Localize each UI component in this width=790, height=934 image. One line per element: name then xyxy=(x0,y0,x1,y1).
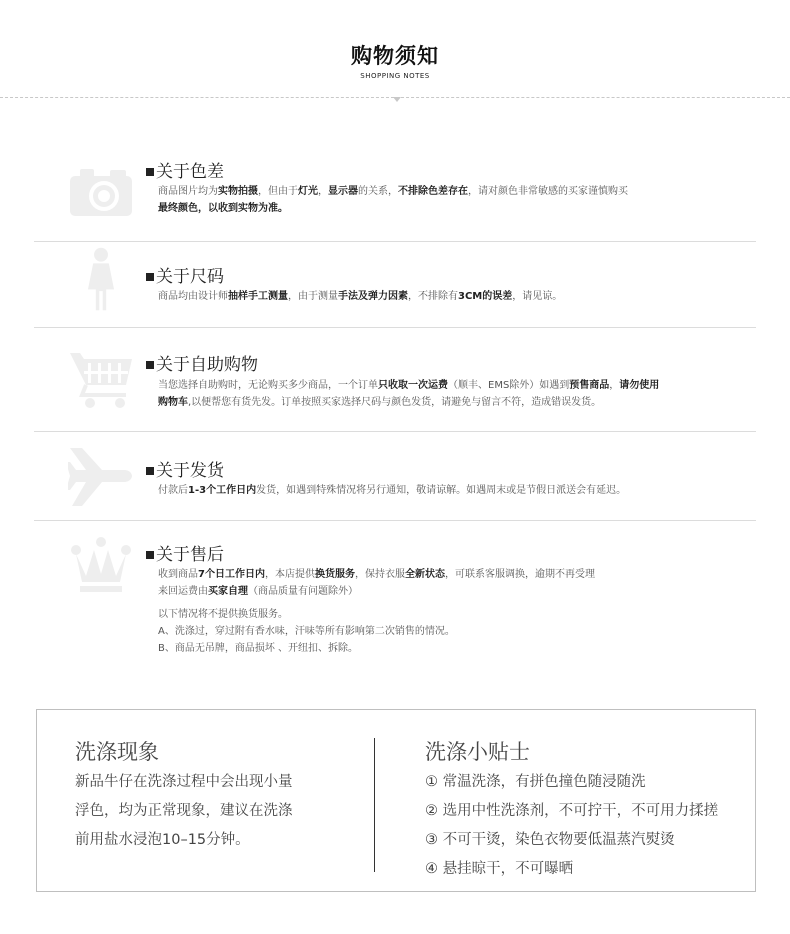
section-size xyxy=(34,250,756,325)
care-column-divider xyxy=(374,738,375,872)
body-text: ，不排除有 xyxy=(408,291,458,302)
page-title: 购物须知 xyxy=(351,44,439,68)
emphasis-text: 只收取一次运费 xyxy=(378,380,448,391)
section-heading: 关于发货 xyxy=(146,456,224,481)
section-after-sales xyxy=(34,530,756,660)
body-text: 付款后 xyxy=(158,485,188,496)
airplane-icon xyxy=(68,444,134,510)
emphasis-text: 预售商品 xyxy=(569,380,610,391)
body-text: 的关系， xyxy=(358,186,398,197)
body-line xyxy=(158,183,628,200)
body-text: ，但由于 xyxy=(258,186,298,197)
body-text: （顺丰、EMS除外）如遇到 xyxy=(448,380,570,391)
section-divider xyxy=(34,431,756,432)
section-divider xyxy=(34,520,756,521)
body-line xyxy=(158,482,626,499)
section-body xyxy=(158,566,595,657)
emphasis-text: 买家自理 xyxy=(208,586,248,597)
header-divider-arrow xyxy=(393,97,401,102)
shopping-cart-icon xyxy=(68,345,134,411)
emphasis-text: 最终颜色，以收到实物为准。 xyxy=(158,203,288,214)
care-line: ③ 不可干烫，染色衣物要低温蒸汽熨烫 xyxy=(425,832,675,848)
body-text: 来回运费由 xyxy=(158,586,208,597)
care-line: ④ 悬挂晾干，不可曝晒 xyxy=(425,861,574,877)
care-title: 洗涤现象 xyxy=(75,740,159,764)
body-text: ，请对颜色非常敏感的买家谨慎购买 xyxy=(468,186,628,197)
emphasis-text: 换货服务 xyxy=(314,569,355,580)
body-line xyxy=(158,394,659,411)
care-title: 洗涤小贴士 xyxy=(425,740,530,764)
section-heading: 关于售后 xyxy=(146,540,224,565)
emphasis-text: 抽样手工测量 xyxy=(228,291,288,302)
body-line xyxy=(158,583,595,600)
body-text: （商品质量有问题除外） xyxy=(248,586,358,597)
emphasis-text: 全新状态 xyxy=(404,569,445,580)
crown-icon xyxy=(68,536,134,602)
camera-icon xyxy=(68,160,134,226)
section-self-shopping xyxy=(34,335,756,430)
body-text: 商品均由设计师 xyxy=(158,291,228,302)
body-text: ，保持衣服 xyxy=(354,569,405,580)
body-line xyxy=(158,200,628,217)
body-text: ，本店提供 xyxy=(264,569,315,580)
body-text: ，由于测量 xyxy=(288,291,338,302)
care-line: 新品牛仔在洗涤过程中会出现小量 xyxy=(75,774,293,790)
body-text: 收到商品 xyxy=(158,569,198,580)
section-heading: 关于自助购物 xyxy=(146,350,258,375)
section-heading: 关于尺码 xyxy=(146,262,224,287)
body-line xyxy=(158,566,595,583)
care-line: ① 常温洗涤，有拼色撞色随浸随洗 xyxy=(425,774,646,790)
exchange-exclusion-line: 以下情况将不提供换货服务。 xyxy=(158,609,288,620)
page-header xyxy=(0,40,790,80)
section-body xyxy=(158,183,628,217)
exchange-exclusion-line: A、洗涤过，穿过附有香水味，汗味等所有影响第二次销售的情况。 xyxy=(158,626,455,637)
section-shipping xyxy=(34,440,756,518)
body-text: ，可联系客服调换，逾期不再受理 xyxy=(444,569,595,580)
emphasis-text: 不排除色差存在 xyxy=(398,186,468,197)
section-body xyxy=(158,288,562,305)
emphasis-text: 灯光 xyxy=(298,186,318,197)
section-body xyxy=(158,377,659,411)
care-line: 浮色，均为正常现象，建议在洗涤 xyxy=(75,803,293,819)
body-line xyxy=(158,288,562,305)
section-divider xyxy=(34,241,756,242)
section-body xyxy=(158,482,626,499)
body-text: ，请见谅。 xyxy=(512,291,563,302)
emphasis-text: 请勿使用 xyxy=(619,380,660,391)
emphasis-text: 3CM的误差 xyxy=(458,291,513,302)
body-text: ,以便帮您有货先发。订单按照买家选择尺码与颜色发货，请避免与留言不符，造成错误发货。 xyxy=(188,397,602,408)
section-divider xyxy=(34,327,756,328)
section-heading: 关于色差 xyxy=(146,157,224,182)
washing-tips xyxy=(425,736,718,884)
emphasis-text: 手法及弹力因素 xyxy=(338,291,408,302)
care-line: ② 选用中性洗涤剂，不可拧干，不可用力揉搓 xyxy=(425,803,719,819)
emphasis-text: 购物车 xyxy=(158,397,188,408)
emphasis-text: 显示器 xyxy=(328,186,358,197)
care-line: 前用盐水浸泡10–15分钟。 xyxy=(75,832,250,848)
washing-care-box xyxy=(36,709,756,892)
body-text: 当您选择自助购时，无论购买多少商品，一个订单 xyxy=(158,380,378,391)
person-icon xyxy=(68,246,134,312)
body-text: 发货，如遇到特殊情况将另行通知，敬请谅解。如遇周末或是节假日派送会有延迟。 xyxy=(256,485,627,496)
body-line xyxy=(158,377,659,394)
emphasis-text: 实物拍摄 xyxy=(218,186,258,197)
page-subtitle: SHOPPING NOTES xyxy=(360,72,430,80)
body-text: ， xyxy=(609,380,620,391)
body-text: ， xyxy=(318,186,328,197)
exchange-exclusion-line: B、商品无吊牌，商品损坏 、开纽扣、拆除。 xyxy=(158,643,359,654)
body-text: 商品图片均为 xyxy=(158,186,218,197)
section-color-difference xyxy=(34,150,756,240)
emphasis-text: 7个日工作日内 xyxy=(198,569,265,580)
washing-phenomenon xyxy=(75,736,293,855)
emphasis-text: 1-3个工作日内 xyxy=(188,485,257,496)
